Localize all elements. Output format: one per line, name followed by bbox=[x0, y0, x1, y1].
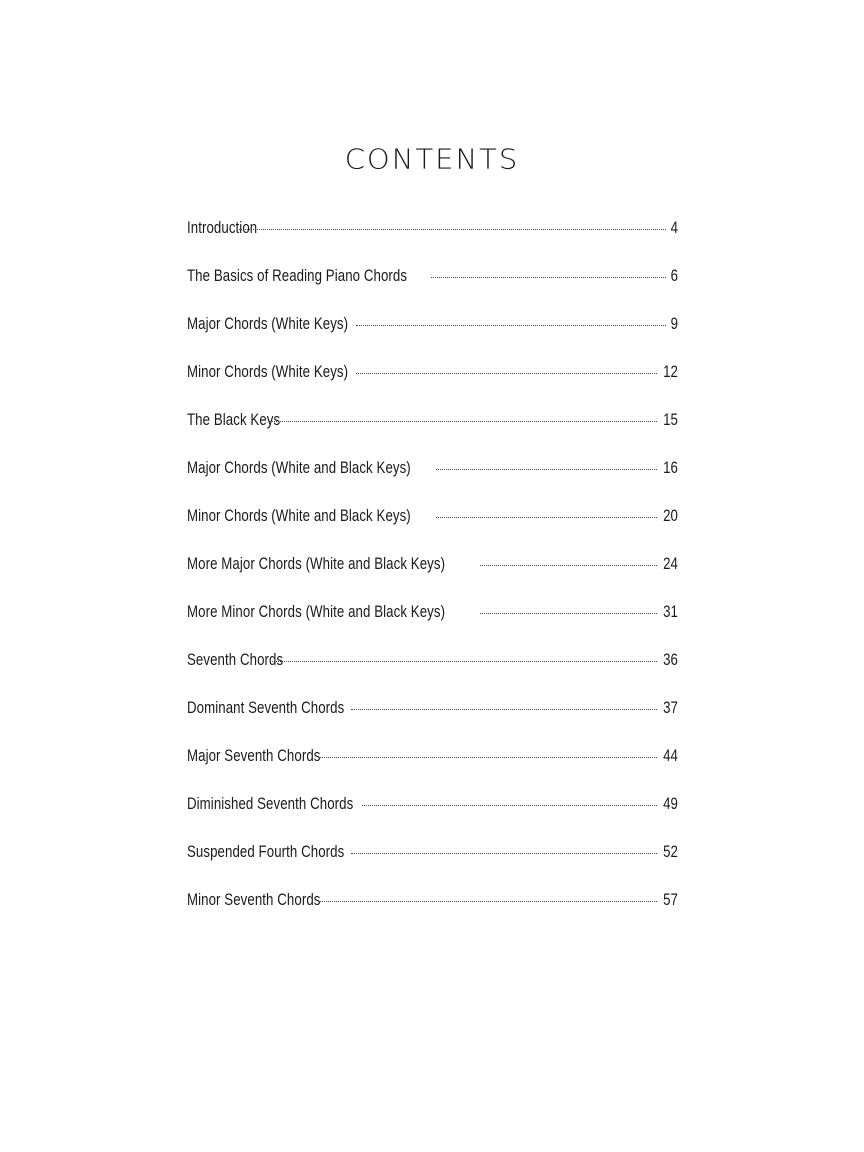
toc-entry bbox=[187, 458, 678, 506]
dot-leader bbox=[320, 756, 657, 758]
toc-entry bbox=[187, 266, 678, 314]
toc-entry-page: 31 bbox=[663, 602, 678, 621]
toc-entry-page: 49 bbox=[663, 794, 678, 813]
toc-entry-page: 37 bbox=[663, 698, 678, 717]
toc-entry-page: 16 bbox=[663, 458, 678, 477]
toc-entry bbox=[187, 842, 678, 890]
toc-entry-label: Seventh Chords bbox=[187, 650, 284, 669]
dot-leader bbox=[239, 228, 666, 230]
page-title: CONTENTS bbox=[344, 142, 520, 176]
toc-entry bbox=[187, 650, 678, 698]
toc-entry-label: More Minor Chords (White and Black Keys) bbox=[187, 602, 446, 621]
toc-entry-page: 6 bbox=[670, 266, 678, 285]
dot-leader bbox=[272, 660, 657, 662]
dot-leader bbox=[356, 372, 658, 374]
dot-leader bbox=[320, 900, 657, 902]
toc-entry-label: The Black Keys bbox=[187, 410, 281, 429]
toc-entry-page: 36 bbox=[663, 650, 678, 669]
toc-entry-label: More Major Chords (White and Black Keys) bbox=[187, 554, 446, 573]
toc-entry bbox=[187, 890, 678, 938]
toc-entry-page: 9 bbox=[670, 314, 678, 333]
dot-leader bbox=[269, 420, 658, 422]
dot-leader bbox=[351, 708, 657, 710]
dot-leader bbox=[362, 804, 657, 806]
toc-entry-page: 20 bbox=[663, 506, 678, 525]
toc-entry-page: 52 bbox=[663, 842, 678, 861]
toc-entry bbox=[187, 602, 678, 650]
toc-entry-label: Dominant Seventh Chords bbox=[187, 698, 345, 717]
toc-entry-page: 57 bbox=[663, 890, 678, 909]
toc-entry-page: 12 bbox=[663, 362, 678, 381]
table-of-contents bbox=[187, 218, 678, 938]
toc-entry-label: Introduction bbox=[187, 218, 258, 237]
dot-leader bbox=[436, 516, 657, 518]
toc-entry-label: Minor Chords (White Keys) bbox=[187, 362, 349, 381]
toc-entry bbox=[187, 314, 678, 362]
toc-entry-page: 24 bbox=[663, 554, 678, 573]
toc-entry bbox=[187, 506, 678, 554]
dot-leader bbox=[480, 564, 657, 566]
toc-entry bbox=[187, 554, 678, 602]
toc-entry-label: The Basics of Reading Piano Chords bbox=[187, 266, 408, 285]
dot-leader bbox=[351, 852, 657, 854]
toc-entry bbox=[187, 362, 678, 410]
toc-entry bbox=[187, 410, 678, 458]
toc-entry bbox=[187, 746, 678, 794]
toc-entry-label: Minor Chords (White and Black Keys) bbox=[187, 506, 411, 525]
toc-entry-label: Diminished Seventh Chords bbox=[187, 794, 354, 813]
dot-leader bbox=[480, 612, 657, 614]
toc-entry bbox=[187, 794, 678, 842]
toc-entry-page: 15 bbox=[663, 410, 678, 429]
toc-entry bbox=[187, 218, 678, 266]
toc-entry-label: Major Seventh Chords bbox=[187, 746, 321, 765]
toc-entry-label: Major Chords (White Keys) bbox=[187, 314, 349, 333]
toc-entry-label: Suspended Fourth Chords bbox=[187, 842, 345, 861]
dot-leader bbox=[436, 468, 657, 470]
toc-entry-page: 44 bbox=[663, 746, 678, 765]
toc-entry-label: Minor Seventh Chords bbox=[187, 890, 321, 909]
toc-entry-label: Major Chords (White and Black Keys) bbox=[187, 458, 411, 477]
dot-leader bbox=[431, 276, 666, 278]
toc-entry-page: 4 bbox=[670, 218, 678, 237]
dot-leader bbox=[356, 324, 666, 326]
toc-entry bbox=[187, 698, 678, 746]
